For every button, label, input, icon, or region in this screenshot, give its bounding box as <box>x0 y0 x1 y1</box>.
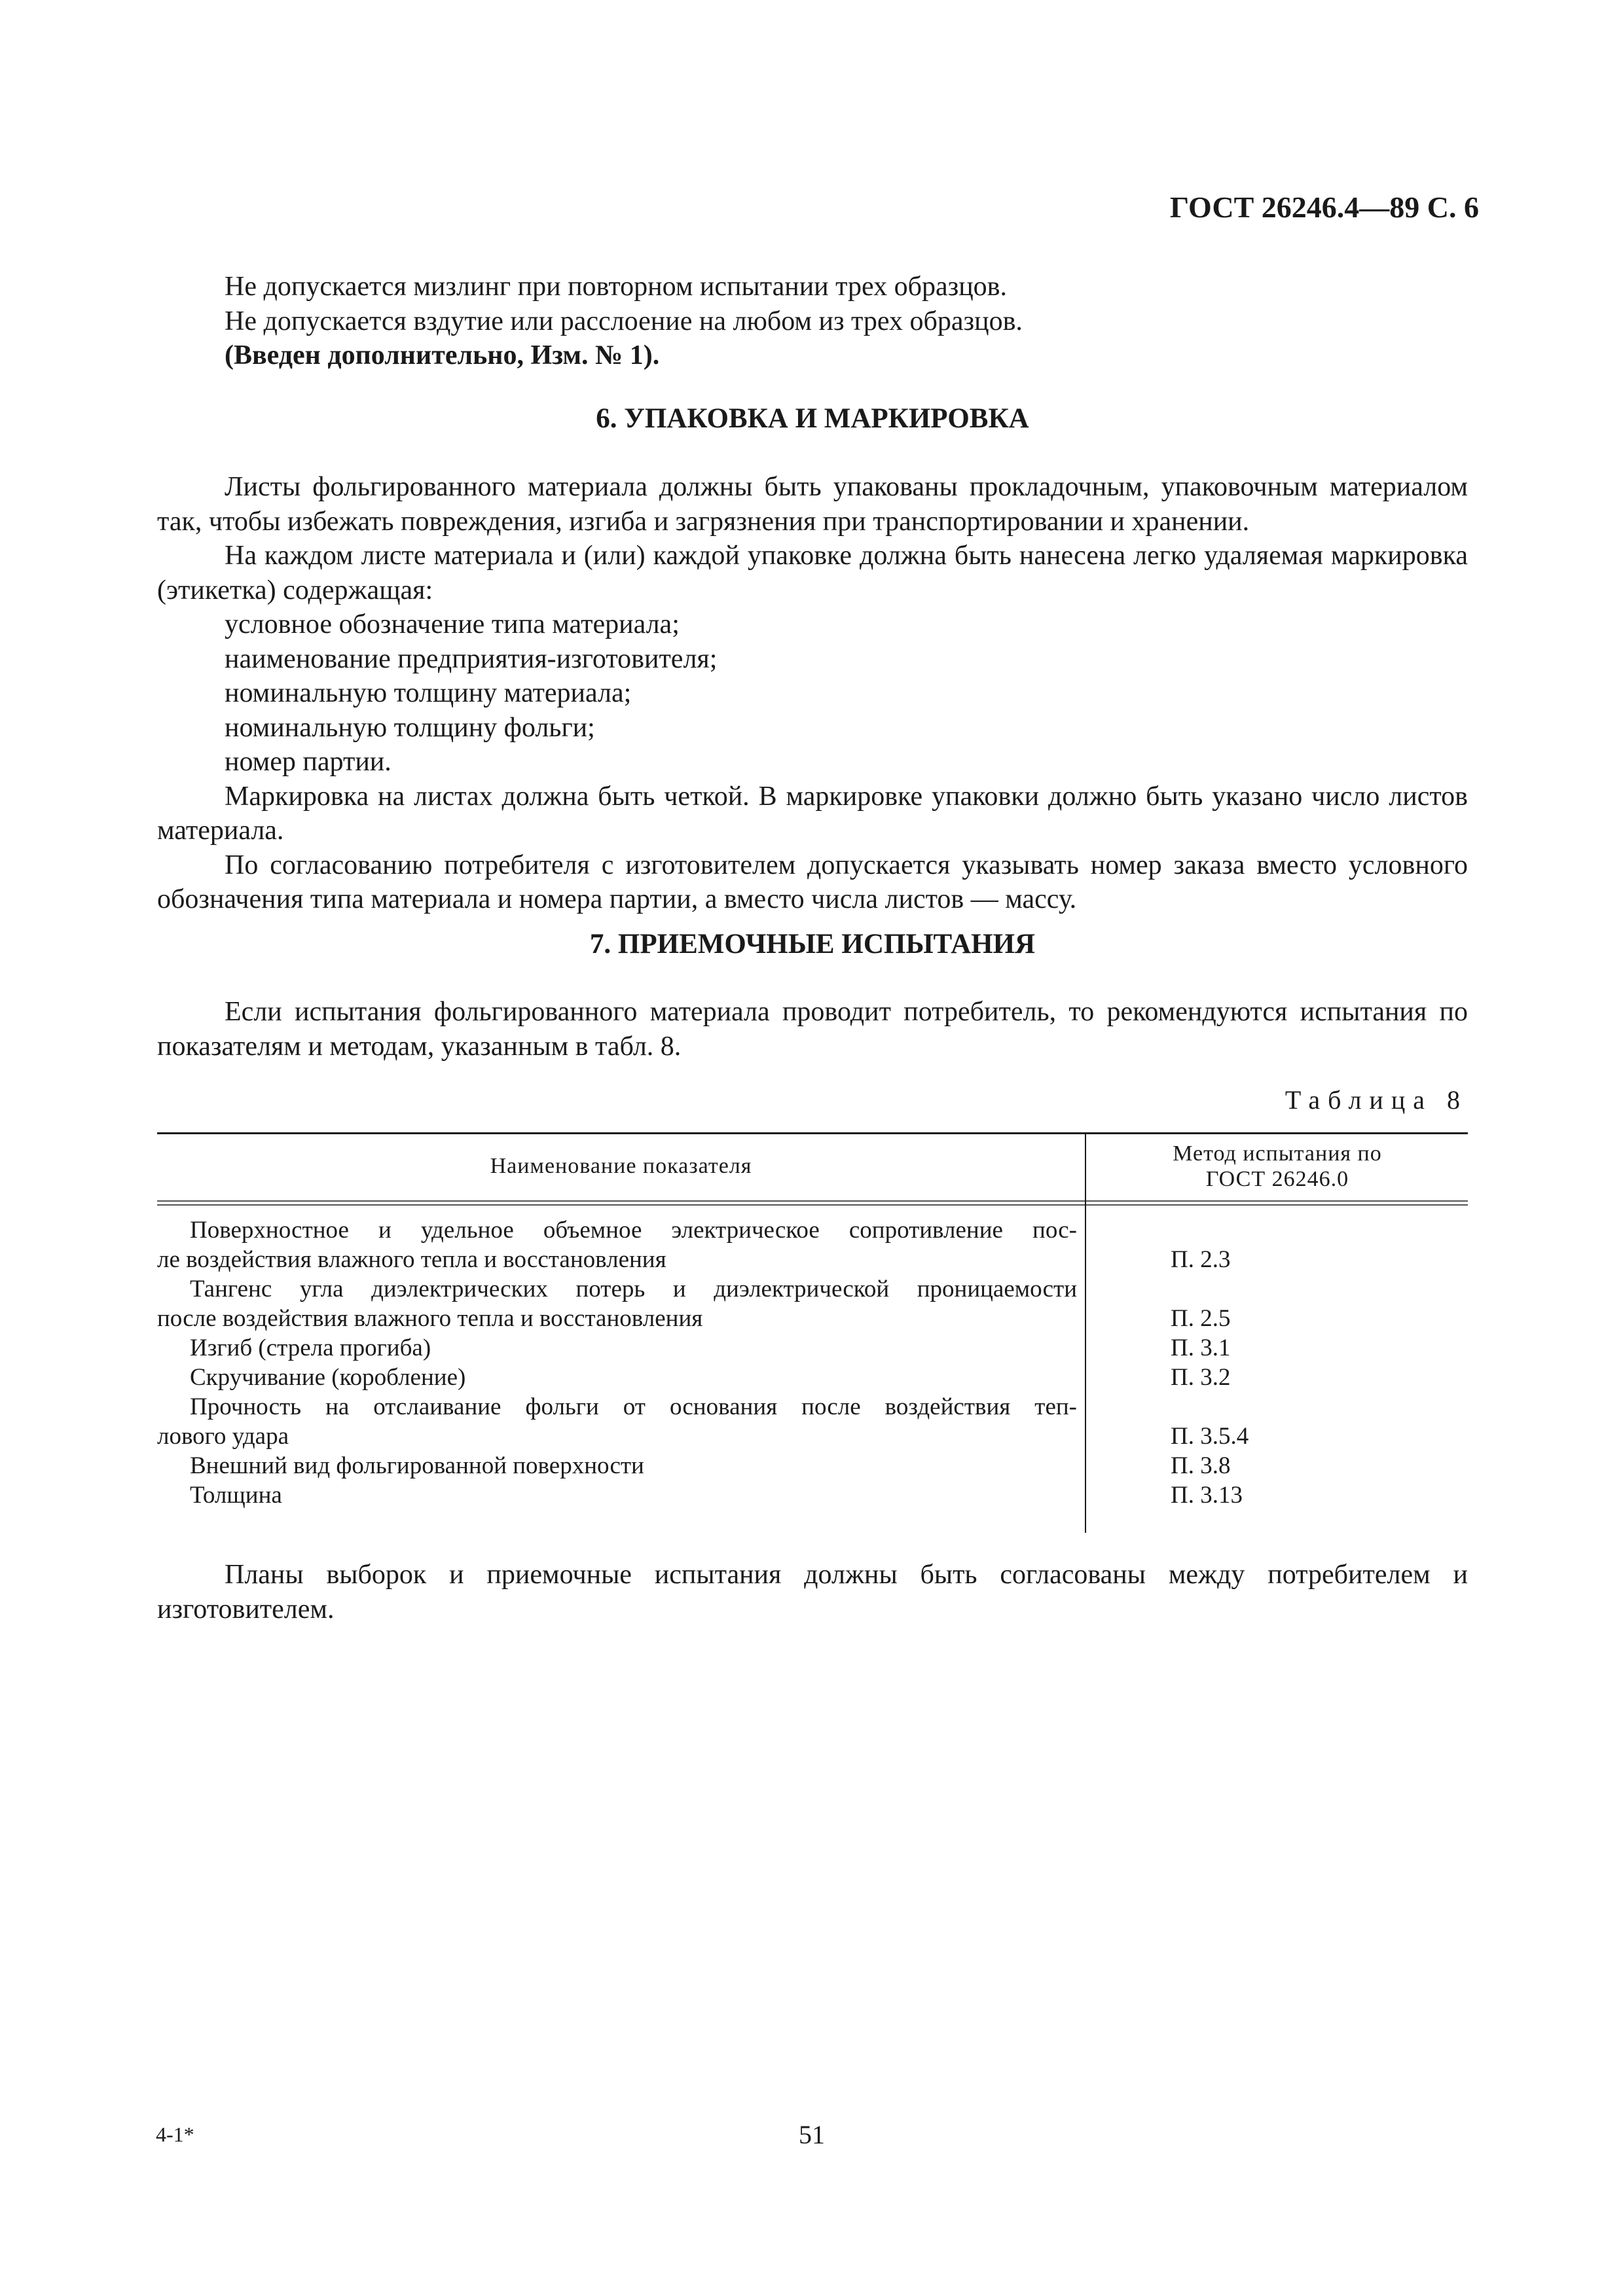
table-8 <box>157 1132 1468 1538</box>
section-6-para-3: Маркировка на листах должна быть четкой. В маркировке упаковки должно быть указано число листов материала. <box>157 781 1468 846</box>
intro-line-1: Не допускается мизлинг при повторном испытании трех образцов. <box>225 272 1008 302</box>
page-number: 51 <box>799 2120 825 2149</box>
table-cell-name: Скручивание (коробление) <box>190 1364 466 1391</box>
section-6-para-1: Листы фольгированного материала должны быть упакованы прокладочным, упаковочным материалом так, чтобы избежать повреждения, изгиба и загрязнения при транспортировании и хранении. <box>157 472 1468 537</box>
closing-block <box>157 1558 1468 1626</box>
table-cell-name: Изгиб (стрела прогиба) <box>190 1335 431 1361</box>
table-cell-name: ле воздействия влажного тепла и восстановления <box>157 1246 666 1273</box>
section-6-body <box>157 470 1468 917</box>
marking-item: номинальную толщину фольги; <box>225 712 595 743</box>
table-header-method-line-2: ГОСТ 26246.0 <box>1205 1167 1349 1191</box>
marking-item: наименование предприятия-изготовителя; <box>225 643 718 674</box>
section-7-body <box>157 995 1468 1064</box>
table-cell-name: Тангенс угла диэлектрических потерь и диэлектрической проницаемости <box>190 1276 1077 1302</box>
table-header-method <box>1087 1132 1468 1200</box>
table-cell-name: Прочность на отслаивание фольги от основания после воздействия теп- <box>190 1393 1077 1420</box>
intro-block <box>157 270 1468 373</box>
table-cell-name: Поверхностное и удельное объемное электрическое сопротивление пос- <box>190 1217 1077 1244</box>
section-6-title: 6. УПАКОВКА И МАРКИРОВКА <box>596 403 1029 434</box>
table-header-indicator: Наименование показателя <box>490 1154 752 1178</box>
table-header-rule <box>157 1200 1468 1206</box>
section-7-para-1: Если испытания фольгированного материала проводит потребитель, то рекомендуются испытания по показателям и методам, указанным в табл. 8. <box>157 997 1468 1062</box>
table-cell-method: П. 3.1 <box>1171 1335 1231 1361</box>
marking-item: номер партии. <box>225 747 392 777</box>
closing-paragraph: Планы выборок и приемочные испытания должны быть согласованы между потребителем и изготовителем. <box>157 1560 1468 1624</box>
marking-item: условное обозначение типа материала; <box>225 609 680 639</box>
intro-line-2: Не допускается вздутие или расслоение на любом из трех образцов. <box>225 306 1023 336</box>
table-caption: Таблица 8 <box>1285 1085 1468 1115</box>
table-cell-method: П. 2.3 <box>1171 1246 1231 1273</box>
table-cell-name: Внешний вид фольгированной поверхности <box>190 1452 644 1479</box>
table-cell-method: П. 3.8 <box>1171 1452 1231 1479</box>
table-cell-name: Толщина <box>190 1482 282 1509</box>
table-cell-name: лового удара <box>157 1423 289 1450</box>
table-header-method-line-1: Метод испытания по <box>1173 1141 1382 1166</box>
section-7-title: 7. ПРИЕМОЧНЫЕ ИСПЫТАНИЯ <box>589 929 1036 960</box>
table-cell-method: П. 3.5.4 <box>1171 1423 1249 1450</box>
table-cell-method: П. 2.5 <box>1171 1305 1231 1332</box>
section-6-para-2: На каждом листе материала и (или) каждой упаковке должна быть нанесена легко удаляемая маркировка (этикетка) содержащая: <box>157 541 1468 605</box>
section-6-para-4: По согласованию потребителя с изготовителем допускается указывать номер заказа вместо условного обозначения типа материала и номера партии, а вместо числа листов — массу. <box>157 850 1468 914</box>
amendment-note: (Введен дополнительно, Изм. № 1). <box>225 340 660 370</box>
marking-item: номинальную толщину материала; <box>225 678 632 708</box>
table-cell-method: П. 3.13 <box>1171 1482 1243 1509</box>
table-cell-method: П. 3.2 <box>1171 1364 1231 1391</box>
table-cell-name: после воздействия влажного тепла и восстановления <box>157 1305 703 1332</box>
document-header: ГОСТ 26246.4—89 С. 6 <box>1169 190 1479 224</box>
footer-mark: 4-1* <box>156 2123 194 2146</box>
